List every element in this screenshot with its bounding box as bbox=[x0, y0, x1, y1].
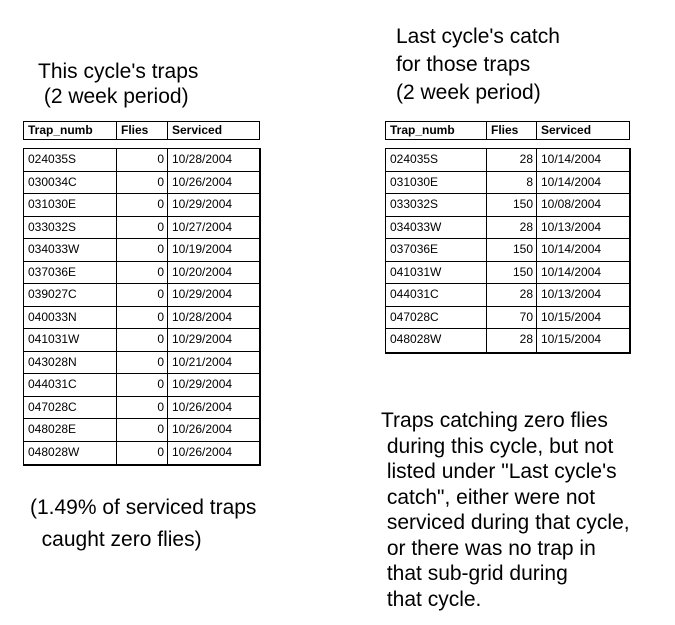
trap-number-cell: 043028N bbox=[24, 352, 117, 374]
serviced-date-cell: 10/20/2004 bbox=[172, 264, 233, 279]
serviced-date-cell: 10/26/2004 bbox=[172, 174, 233, 189]
serviced-date-cell: 10/15/2004 bbox=[541, 332, 602, 346]
trap-number-cell: 048028W bbox=[386, 329, 487, 352]
table-row bbox=[24, 307, 259, 330]
trap-number-cell: 033032S bbox=[24, 217, 117, 239]
flies-cell: 0 bbox=[117, 217, 168, 239]
table-row bbox=[386, 239, 629, 262]
trap-number-cell: 033032S bbox=[386, 194, 487, 216]
table-row bbox=[386, 149, 629, 172]
last-cycle-title bbox=[396, 23, 560, 107]
table-row bbox=[24, 284, 259, 307]
trap-number-cell: 037036E bbox=[386, 239, 487, 261]
flies-cell: 0 bbox=[117, 374, 168, 396]
table-row bbox=[24, 419, 259, 442]
this-cycle-title-line: (2 week period) bbox=[38, 85, 189, 108]
serviced-date-cell: 10/21/2004 bbox=[172, 354, 233, 369]
this-cycle-table-body bbox=[23, 148, 261, 466]
trap-number-cell: 048028W bbox=[24, 442, 117, 465]
table-row bbox=[24, 172, 259, 195]
serviced-date-cell: 10/26/2004 bbox=[172, 444, 233, 459]
trap-number-cell: 030034C bbox=[24, 172, 117, 194]
note-line: that cycle. bbox=[381, 587, 482, 611]
table-row bbox=[24, 149, 259, 172]
table-row bbox=[24, 442, 259, 465]
note-line: caught zero flies) bbox=[30, 528, 202, 551]
table-row bbox=[386, 262, 629, 285]
note-line: during this cycle, but not bbox=[381, 434, 614, 458]
note-line: (1.49% of serviced traps bbox=[30, 496, 257, 519]
flies-cell: 0 bbox=[117, 172, 168, 194]
flies-cell: 0 bbox=[117, 284, 168, 306]
flies-cell: 0 bbox=[117, 352, 168, 374]
last-cycle-table-body bbox=[385, 148, 631, 354]
trap-number-cell: 047028C bbox=[386, 307, 487, 329]
trap-number-cell: 041031W bbox=[386, 262, 487, 284]
flies-cell: 0 bbox=[117, 442, 168, 465]
table-row bbox=[24, 329, 259, 352]
flies-cell: 8 bbox=[487, 172, 537, 194]
trap-number-cell: 031030E bbox=[24, 194, 117, 216]
serviced-date-cell: 10/14/2004 bbox=[541, 264, 602, 279]
trap-number-cell: 039027C bbox=[24, 284, 117, 306]
flies-cell: 0 bbox=[117, 239, 168, 261]
serviced-date-cell: 10/29/2004 bbox=[172, 197, 233, 211]
note-line: catch", either were not bbox=[381, 485, 596, 509]
flies-cell: 0 bbox=[117, 397, 168, 419]
flies-cell: 28 bbox=[487, 329, 537, 352]
table-row bbox=[24, 352, 259, 375]
trap-number-cell: 044031C bbox=[24, 374, 117, 396]
serviced-date-cell: 10/29/2004 bbox=[172, 287, 233, 301]
flies-cell: 28 bbox=[487, 284, 537, 306]
flies-cell: 0 bbox=[117, 194, 168, 216]
column-header-serviced: Serviced bbox=[172, 123, 223, 137]
table-row bbox=[24, 397, 259, 420]
note-line: that sub-grid during bbox=[381, 562, 568, 585]
trap-number-cell: 048028E bbox=[24, 419, 117, 441]
this-cycle-title-line: This cycle's traps bbox=[38, 60, 199, 83]
flies-cell: 150 bbox=[487, 262, 537, 284]
flies-cell: 0 bbox=[117, 329, 168, 351]
note-line: serviced during that cycle, bbox=[381, 511, 630, 534]
trap-number-cell: 047028C bbox=[24, 397, 117, 419]
flies-cell: 0 bbox=[117, 149, 168, 171]
table-row bbox=[386, 307, 629, 330]
flies-cell: 0 bbox=[117, 262, 168, 284]
column-header-flies: Flies bbox=[487, 122, 537, 139]
zero-flies-explanation-note bbox=[381, 408, 630, 612]
trap-number-cell: 024035S bbox=[24, 149, 117, 171]
serviced-date-cell: 10/29/2004 bbox=[172, 332, 233, 346]
serviced-date-cell: 10/28/2004 bbox=[172, 309, 233, 324]
serviced-date-cell: 10/26/2004 bbox=[172, 422, 233, 436]
serviced-date-cell: 10/14/2004 bbox=[541, 242, 602, 256]
last-cycle-title-line: Last cycle's catch bbox=[396, 25, 560, 48]
serviced-date-cell: 10/14/2004 bbox=[541, 152, 602, 166]
this-cycle-title bbox=[38, 59, 198, 109]
trap-number-cell: 034033W bbox=[386, 217, 487, 239]
note-line: Traps catching zero flies bbox=[381, 409, 608, 432]
table-row bbox=[24, 217, 259, 240]
serviced-date-cell: 10/14/2004 bbox=[541, 174, 602, 189]
note-line: listed under "Last cycle's bbox=[381, 460, 617, 483]
serviced-date-cell: 10/13/2004 bbox=[541, 287, 602, 301]
column-header-flies: Flies bbox=[117, 122, 168, 139]
table-row bbox=[386, 194, 629, 217]
table-row bbox=[24, 374, 259, 397]
serviced-date-cell: 10/29/2004 bbox=[172, 377, 233, 391]
column-header-trap-numb: Trap_numb bbox=[386, 122, 487, 139]
this-cycle-table-header bbox=[23, 121, 260, 140]
flies-cell: 28 bbox=[487, 149, 537, 171]
trap-number-cell: 040033N bbox=[24, 307, 117, 329]
flies-cell: 0 bbox=[117, 419, 168, 441]
trap-number-cell: 044031C bbox=[386, 284, 487, 306]
serviced-date-cell: 10/08/2004 bbox=[541, 197, 602, 211]
column-header-trap-numb: Trap_numb bbox=[24, 122, 117, 139]
flies-cell: 28 bbox=[487, 217, 537, 239]
zero-flies-percentage-note bbox=[30, 492, 256, 556]
last-cycle-title-line: for those traps bbox=[396, 53, 531, 76]
serviced-date-cell: 10/27/2004 bbox=[172, 219, 233, 234]
table-row bbox=[24, 262, 259, 285]
trap-number-cell: 031030E bbox=[386, 172, 487, 194]
column-header-serviced: Serviced bbox=[541, 123, 592, 137]
trap-number-cell: 037036E bbox=[24, 262, 117, 284]
serviced-date-cell: 10/19/2004 bbox=[172, 242, 233, 256]
serviced-date-cell: 10/13/2004 bbox=[541, 219, 602, 234]
table-row bbox=[386, 329, 629, 352]
serviced-date-cell: 10/15/2004 bbox=[541, 309, 602, 324]
note-line: or there was no trap in bbox=[381, 536, 596, 560]
trap-number-cell: 024035S bbox=[386, 149, 487, 171]
serviced-date-cell: 10/26/2004 bbox=[172, 399, 233, 414]
last-cycle-table-header bbox=[385, 121, 630, 140]
serviced-date-cell: 10/28/2004 bbox=[172, 152, 233, 166]
table-row bbox=[24, 239, 259, 262]
flies-cell: 150 bbox=[487, 239, 537, 261]
flies-cell: 0 bbox=[117, 307, 168, 329]
trap-number-cell: 041031W bbox=[24, 329, 117, 351]
flies-cell: 70 bbox=[487, 307, 537, 329]
flies-cell: 150 bbox=[487, 194, 537, 216]
table-row bbox=[24, 194, 259, 217]
table-row bbox=[386, 217, 629, 240]
table-row bbox=[386, 172, 629, 195]
last-cycle-title-line: (2 week period) bbox=[396, 81, 541, 104]
trap-number-cell: 034033W bbox=[24, 239, 117, 261]
table-row bbox=[386, 284, 629, 307]
